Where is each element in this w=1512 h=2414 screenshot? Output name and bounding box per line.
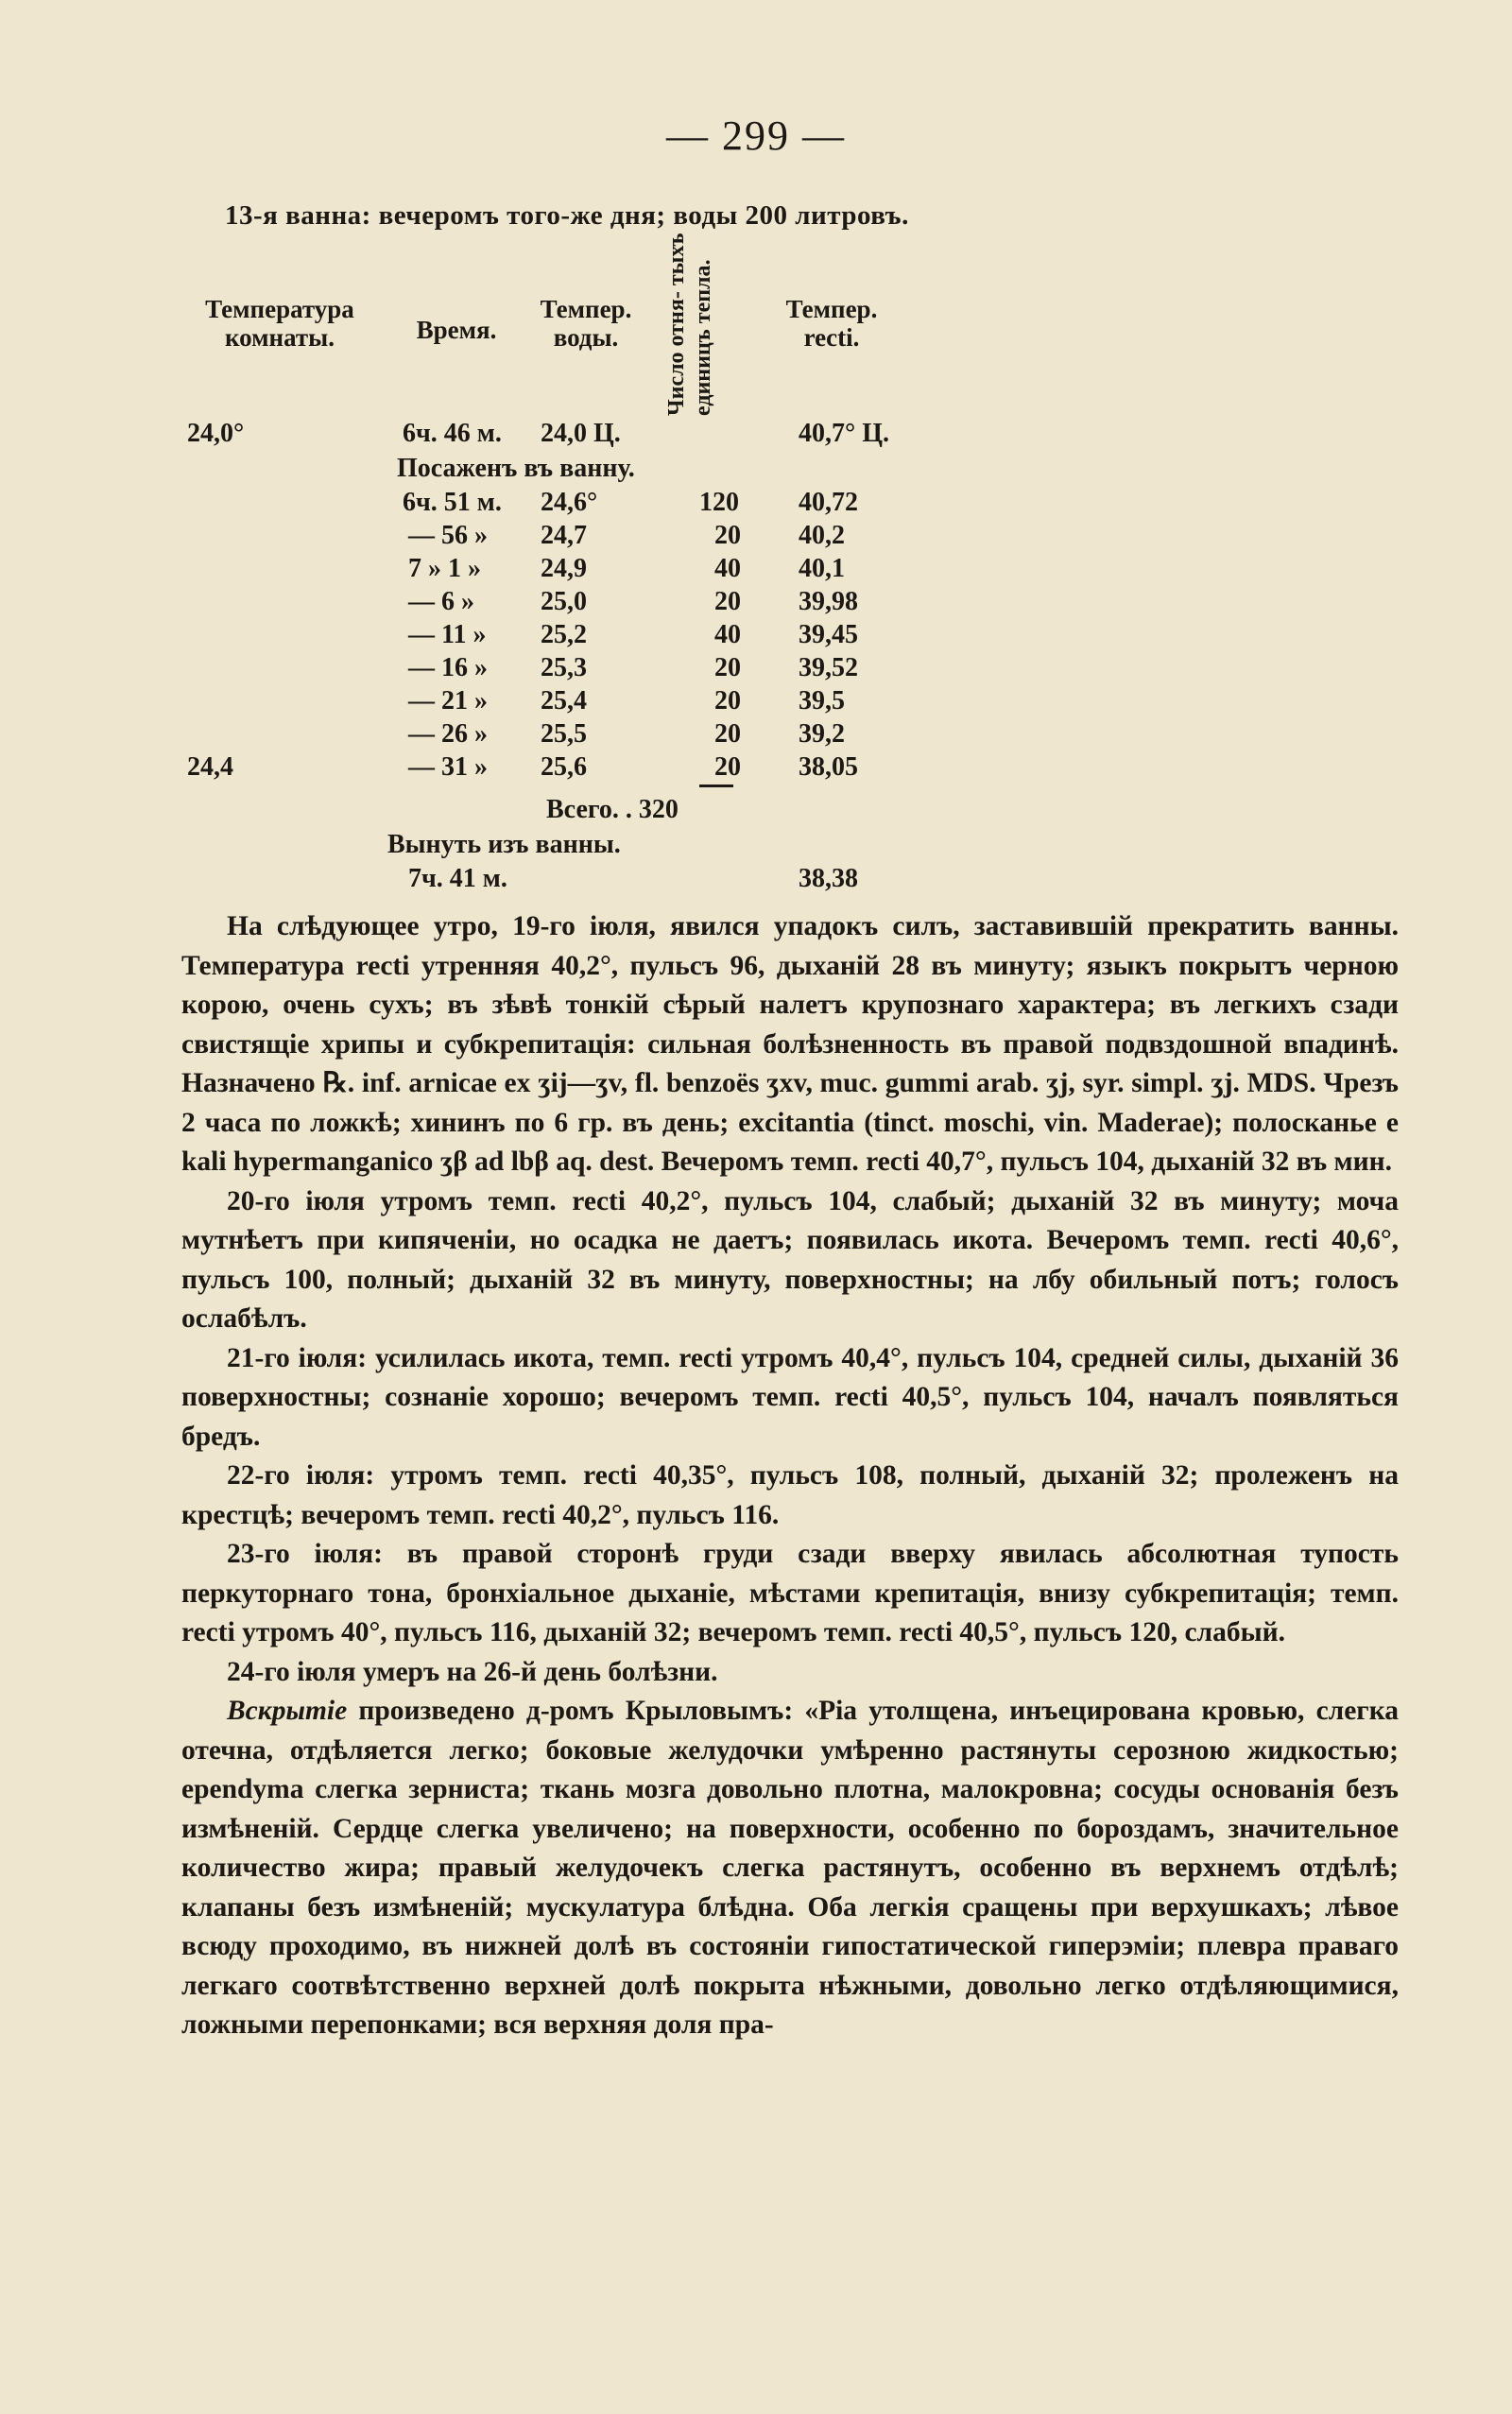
paragraph-july-21: 21-го іюля: усилилась икота, темп. recti утромъ 40,4°, пульсъ 104, средней силы, дыханій 36 поверхностны; сознаніе хорошо; вечеромъ темп. recti 40,5°, пульсъ 104, началъ появляться бредъ. [181, 1342, 1399, 1452]
cell-units: 40 [714, 620, 741, 649]
cell-units: 120 [699, 488, 739, 517]
body-text [181, 907, 1399, 2045]
cell-time: 7 » 1 » [408, 554, 481, 583]
cell-room: 24,4 [187, 752, 233, 782]
cell-room: 24,0° [187, 419, 245, 448]
cell-water: 24,6° [541, 488, 598, 517]
page-number: — 299 — [666, 112, 846, 159]
cell-recti: 39,98 [799, 587, 858, 616]
final-time: 7ч. 41 м. [408, 864, 507, 893]
cell-time: — 31 » [408, 752, 488, 782]
table-row [0, 653, 1512, 683]
cell-recti: 40,2 [799, 521, 845, 550]
cell-recti: 39,2 [799, 719, 845, 749]
cell-water: 25,3 [541, 653, 587, 682]
paragraph-autopsy [181, 1692, 1399, 2045]
cell-water: 25,2 [541, 620, 587, 649]
cell-water: 25,4 [541, 686, 587, 716]
cell-time: — 56 » [408, 521, 488, 550]
cell-recti: 38,05 [799, 752, 858, 782]
autopsy-label: Вскрытіе [227, 1696, 348, 1726]
final-temp: 38,38 [799, 864, 858, 893]
cell-units: 40 [714, 554, 741, 583]
paragraph-july-20: 20-го іюля утромъ темп. recti 40,2°, пульсъ 104, слабый; дыханій 32 въ минуту; моча мутнѣетъ при кипяченіи, но осадка не даетъ; появилась икота. Вечеромъ темп. recti 40,6°, пульсъ 100, полный; дыханій 32 въ минуту, поверхностны; на лбу обильный потъ; голосъ ослабѣлъ. [181, 1185, 1399, 1334]
cell-recti: 39,52 [799, 653, 858, 682]
cell-water: 24,0 Ц. [541, 419, 621, 448]
total-note: Всего. . 320 [546, 795, 679, 824]
cell-water: 25,6 [541, 752, 587, 782]
cell-water: 24,7 [541, 521, 587, 550]
header-heat-units-text: Число отня- тыхъ единицъ тепла. [664, 233, 715, 416]
cell-time: 6ч. 51 м. [403, 488, 502, 517]
table-row [0, 554, 1512, 584]
header-room-temp [185, 295, 374, 352]
cell-water: 25,5 [541, 719, 587, 749]
cell-time: — 16 » [408, 653, 488, 682]
header-recti-temp [780, 295, 884, 352]
cell-units: 20 [714, 686, 741, 716]
header-room-temp-text: Температура комнаты. [205, 295, 354, 352]
put-in-bath-note: Посаженъ въ ванну. [397, 454, 635, 483]
cell-recti: 39,45 [799, 620, 858, 649]
table-row [0, 686, 1512, 716]
table-row [0, 488, 1512, 518]
paragraph-july-24: 24-го іюля умеръ на 26-й день болѣзни. [227, 1656, 718, 1687]
bath-heading: 13-я ванна: вечеромъ того-же дня; воды 200 литровъ. [225, 200, 909, 231]
cell-time: 6ч. 46 м. [403, 419, 502, 448]
table-row [0, 752, 1512, 783]
cell-recti: 40,72 [799, 488, 858, 517]
cell-water: 24,9 [541, 554, 587, 583]
taken-out-note: Вынуть изъ ванны. [387, 830, 621, 859]
cell-time: — 6 » [408, 587, 474, 616]
table-row [0, 620, 1512, 650]
cell-units: 20 [714, 752, 741, 782]
cell-time: — 26 » [408, 719, 488, 749]
cell-recti: 39,5 [799, 686, 845, 716]
header-time [404, 316, 508, 344]
cell-recti: 40,1 [799, 554, 845, 583]
paragraph-july-19: На слѣдующее утро, 19-го іюля, явился упадокъ силъ, заставившій прекратить ванны. Температура recti утренняя 40,2°, пульсъ 96, дыханій 28 въ минуту; языкъ покрытъ черною корою, очень сухъ; въ зѣвѣ тонкій сѣрый налетъ крупознаго характера; въ легкихъ сзади свистящіе хрипы и субкрепитація: сильная болѣзненность въ правой подвздошной впадинѣ. Назначено ℞. inf. arnicae ex ʒij—ʒv, fl. benzoës ʒxv, muc. gummi arab. ʒj, syr. simpl. ʒj. MDS. Чрезъ 2 часа по ложкѣ; хининъ по 6 гр. въ день; excitantia (tinct. moschi, vin. Maderae); полосканье е kali hypermanganico ʒβ ad lbβ aq. dest. Вечеромъ темп. recti 40,7°, пульсъ 104, дыханій 32 въ мин. [181, 911, 1399, 1177]
cell-units: 20 [714, 587, 741, 616]
cell-units: 20 [714, 521, 741, 550]
autopsy-text: произведено д-ромъ Крыловымъ: «Pia утолщена, инъецирована кровью, слегка отечна, отдѣляется легко; боковые желудочки умѣренно растянуты серозною жидкостью; ependyma слегка зерниста; ткань мозга довольно плотна, малокровна; сосуды основанія безъ измѣненій. Сердце слегка увеличено; на поверхности, особенно по бороздамъ, значительное количество жира; правый желудочекъ слегка растянутъ, особенно въ верхнемъ отдѣлѣ; клапаны безъ измѣненій; мускулатура блѣдна. Оба легкія сращены при верхушкахъ; лѣвое всюду проходимо, въ нижней долѣ въ состояніи гипостатической гиперэміи; плевра праваго легкаго соотвѣтственно верхней долѣ покрыта нѣжными, довольно легко отдѣляющимися, ложными перепонками; вся верхняя доля пра- [181, 1696, 1399, 2040]
header-water-temp-text: Темпер. воды. [540, 295, 632, 352]
total-rule [699, 785, 733, 787]
header-recti-temp-text: Темпер. recti. [785, 295, 878, 352]
table-row [0, 587, 1512, 617]
header-water-temp [529, 295, 643, 352]
table-row [0, 419, 1512, 449]
cell-units: 20 [714, 719, 741, 749]
cell-water: 25,0 [541, 587, 587, 616]
header-time-text: Время. [416, 316, 497, 344]
paragraph-july-22: 22-го іюля: утромъ темп. recti 40,35°, пульсъ 108, полный, дыханій 32; пролеженъ на крестцѣ; вечеромъ темп. recti 40,2°, пульсъ 116. [181, 1460, 1399, 1530]
cell-recti: 40,7° Ц. [799, 419, 889, 448]
cell-units: 20 [714, 653, 741, 682]
cell-time: — 11 » [408, 620, 487, 649]
header-heat-units [663, 227, 716, 416]
paragraph-july-23: 23-го іюля: въ правой сторонѣ груди сзади вверху явилась абсолютная тупость перкуторнаго тона, бронхіальное дыханіе, мѣстами крепитація, внизу субкрепитація; темп. recti утромъ 40°, пульсъ 116, дыханій 32; вечеромъ темп. recti 40,5°, пульсъ 120, слабый. [181, 1539, 1399, 1647]
cell-time: — 21 » [408, 686, 488, 716]
table-row [0, 719, 1512, 750]
table-row [0, 521, 1512, 551]
